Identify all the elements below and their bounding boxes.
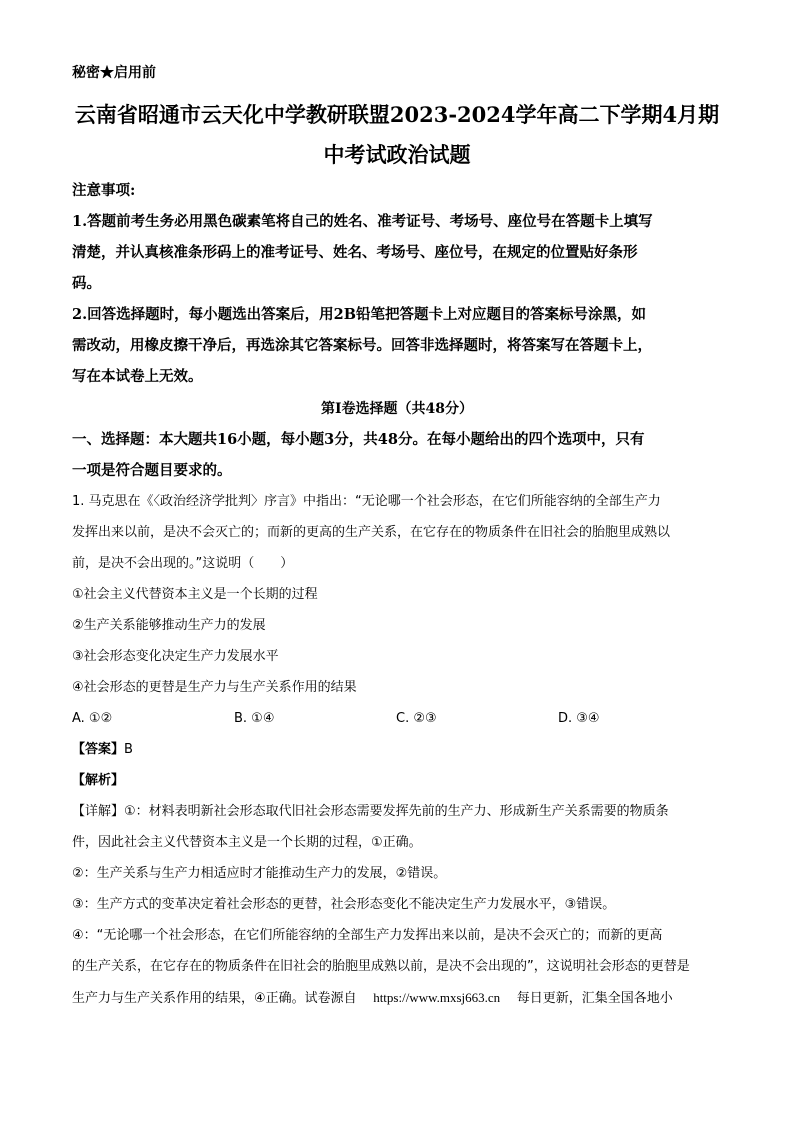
question-1 — [72, 486, 722, 1014]
analysis-line: ③：生产方式的变革决定着社会形态的更替，社会形态变化不能决定生产力发展水平，③错误。 — [72, 897, 616, 912]
choice-b: B. ①④ — [234, 711, 275, 726]
question-stem-line: 发挥出来以前，是决不会灭亡的；而新的更高的生产关系，在它存在的物质条件在旧社会的胎胞里成熟以 — [72, 525, 671, 540]
choice-a: A. ①② — [72, 711, 113, 726]
document-page — [72, 62, 722, 1014]
question-stem-line: 1. 马克思在《〈政治经济学批判〉序言》中指出：“无论哪一个社会形态，在它们所能容纳的全部生产力 — [72, 494, 661, 509]
source-url-link[interactable]: https://www.mxsj663.cn — [373, 990, 501, 1005]
notice-line: 写在本试卷上无效。 — [72, 368, 203, 385]
notice-heading: 注意事项: — [72, 182, 136, 199]
analysis-line: ②：生产关系与生产力相适应时才能推动生产力的发展，②错误。 — [72, 866, 447, 881]
choice-d: D. ③④ — [558, 711, 600, 726]
statement-item: ①社会主义代替资本主义是一个长期的过程 — [72, 587, 318, 602]
exam-title-line-1: 云南省昭通市云天化中学教研联盟2023-2024学年高二下学期4月期 — [74, 102, 720, 127]
notice-line: 清楚，并认真核准条形码上的准考证号、姓名、考场号、座位号，在规定的位置贴好条形 — [72, 244, 638, 261]
notice-section — [72, 175, 722, 392]
analysis-line: 的生产关系，在它存在的物质条件在旧社会的胎胞里成熟以前，是决不会出现的”，这说明社会形态的更替是 — [72, 959, 690, 974]
statement-item: ③社会形态变化决定生产力发展水平 — [72, 649, 279, 664]
statement-item: ②生产关系能够推动生产力的发展 — [72, 618, 266, 633]
analysis-line: 件，因此社会主义代替资本主义是一个长期的过程，①正确。 — [72, 835, 422, 850]
part-heading-line-2: 一项是符合题目要求的。 — [72, 462, 232, 479]
statement-item: ④社会形态的更替是生产力与生产关系作用的结果 — [72, 680, 357, 695]
notice-line: 码。 — [72, 275, 101, 292]
part-heading-line-1: 一、选择题：本大题共16小题，每小题3分，共48分。在每小题给出的四个选项中，只有 — [72, 431, 645, 448]
analysis-line: 【详解】①：材料表明新社会形态取代旧社会形态需要发挥先前的生产力、形成新生产关系需要的物质条 — [72, 804, 669, 819]
analysis-line: ④：“无论哪一个社会形态，在它们所能容纳的全部生产力发挥出来以前，是决不会灭亡的；而新的更高 — [72, 928, 663, 943]
answer-label: 【答案】 — [72, 742, 125, 757]
choice-row — [72, 703, 722, 734]
notice-line: 需改动，用橡皮擦干净后，再选涂其它答案标号。回答非选择题时，将答案写在答题卡上， — [72, 337, 652, 354]
choice-c: C. ②③ — [396, 711, 437, 726]
question-stem-line: 前，是决不会出现的。”这说明（ ） — [72, 556, 294, 571]
notice-line: 2.回答选择题时，每小题选出答案后，用2B铅笔把答题卡上对应题目的答案标号涂黑，如 — [72, 306, 646, 323]
confidential-label: 秘密★启用前 — [72, 65, 156, 81]
answer-value: B — [124, 742, 133, 757]
analysis-last-text: 生产力与生产关系作用的结果，④正确。试卷源自 — [72, 991, 357, 1006]
section-title: 第Ⅰ卷选择题（共48分） — [320, 401, 474, 417]
analysis-label: 【解析】 — [72, 773, 125, 788]
notice-line: 1.答题前考生务必用黑色碳素笔将自己的姓名、准考证号、考场号、座位号在答题卡上填写 — [72, 213, 653, 230]
exam-title-line-2: 中考试政治试题 — [323, 142, 471, 167]
analysis-last-line — [72, 982, 722, 1014]
analysis-last-tail: 每日更新，汇集全国各地小 — [516, 991, 673, 1006]
answer-line — [72, 734, 722, 765]
